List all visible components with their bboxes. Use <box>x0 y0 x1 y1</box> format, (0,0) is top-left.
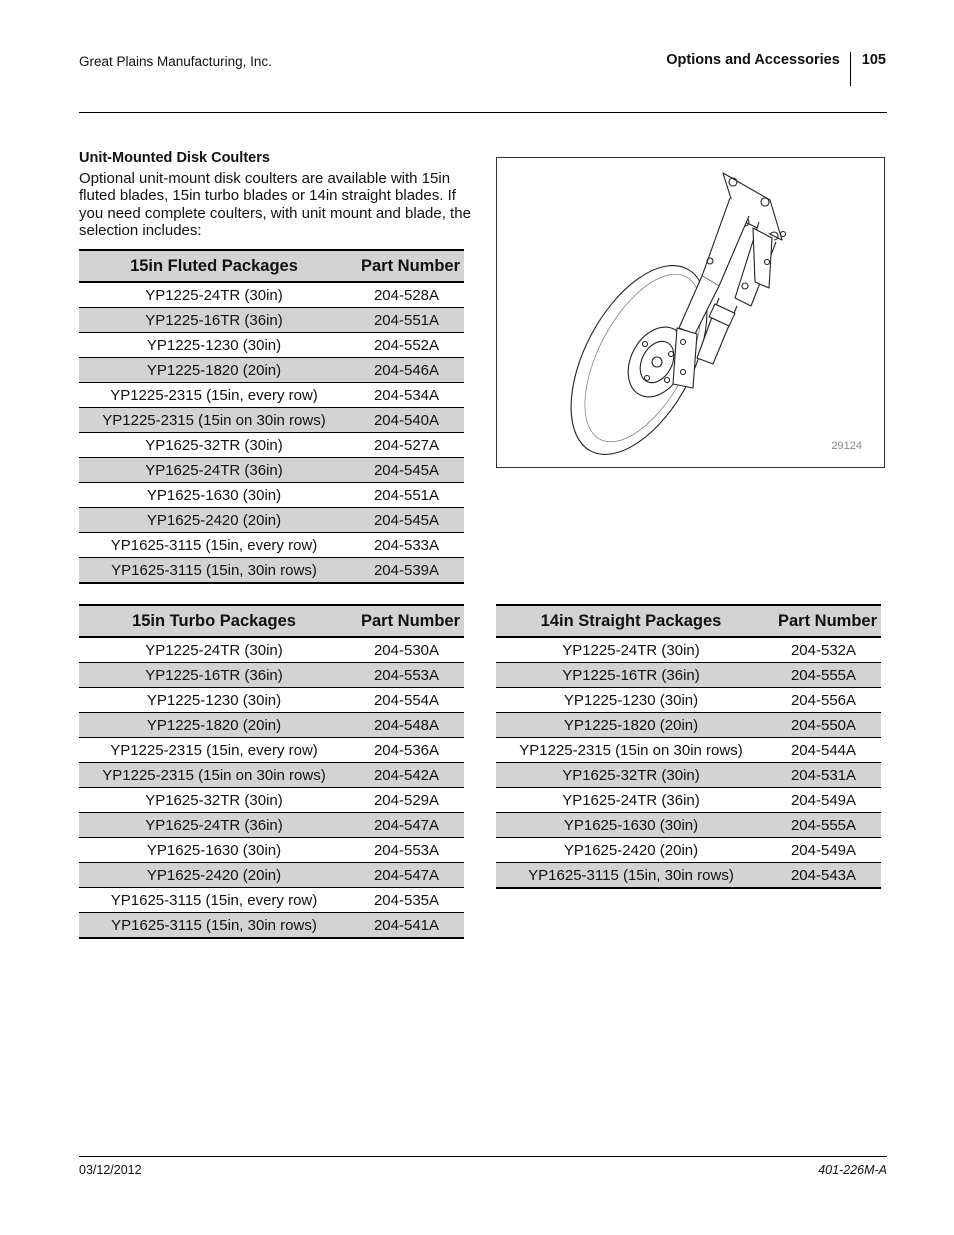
table-row <box>79 763 464 788</box>
part-number-cell: 204-528A <box>349 282 464 308</box>
table-row <box>79 282 464 308</box>
package-name-cell: YP1625-2420 (20in) <box>79 508 349 533</box>
part-number-cell: 204-551A <box>349 308 464 333</box>
package-name-cell: YP1625-1630 (30in) <box>79 483 349 508</box>
package-name-cell: YP1625-3115 (15in, 30in rows) <box>79 913 349 939</box>
package-name-cell: YP1225-16TR (36in) <box>79 663 349 688</box>
package-name-cell: YP1625-32TR (30in) <box>79 433 349 458</box>
package-name-cell: YP1225-2315 (15in, every row) <box>79 383 349 408</box>
part-number-cell: 204-539A <box>349 558 464 584</box>
footer-date: 03/12/2012 <box>79 1163 142 1177</box>
table-row <box>79 738 464 763</box>
table-row <box>79 333 464 358</box>
package-name-cell: YP1225-24TR (30in) <box>79 637 349 663</box>
table-row <box>79 888 464 913</box>
table-row <box>79 383 464 408</box>
footer-rule <box>79 1156 887 1157</box>
fluted-packages-table <box>79 249 464 584</box>
package-name-cell: YP1225-24TR (30in) <box>79 282 349 308</box>
straight-packages-table <box>496 604 881 889</box>
hub-bracket <box>673 328 697 388</box>
package-name-cell: YP1625-24TR (36in) <box>79 813 349 838</box>
table-row <box>496 713 881 738</box>
column-header-part-number: Part Number <box>349 605 464 637</box>
part-number-cell: 204-544A <box>766 738 881 763</box>
package-name-cell: YP1625-3115 (15in, 30in rows) <box>496 863 766 889</box>
part-number-cell: 204-556A <box>766 688 881 713</box>
package-name-cell: YP1625-32TR (30in) <box>79 788 349 813</box>
part-number-cell: 204-553A <box>349 838 464 863</box>
package-name-cell: YP1225-2315 (15in on 30in rows) <box>496 738 766 763</box>
table-row <box>79 637 464 663</box>
table-row <box>496 863 881 889</box>
part-number-cell: 204-553A <box>349 663 464 688</box>
table-row <box>79 533 464 558</box>
package-name-cell: YP1625-2420 (20in) <box>79 863 349 888</box>
intro-paragraph: Optional unit-mount disk coulters are available with 15in fluted blades, 15in turbo blades or 14in straight blades. If you need complete coulters, with unit mount and blade, the selection includes: <box>79 170 471 239</box>
table-row <box>496 813 881 838</box>
part-number-cell: 204-555A <box>766 813 881 838</box>
column-header-package: 15in Fluted Packages <box>79 250 349 282</box>
package-name-cell: YP1225-2315 (15in on 30in rows) <box>79 408 349 433</box>
package-name-cell: YP1625-1630 (30in) <box>496 813 766 838</box>
table-row <box>79 408 464 433</box>
table-row <box>79 688 464 713</box>
table-header-row <box>496 605 881 637</box>
part-number-cell: 204-533A <box>349 533 464 558</box>
package-name-cell: YP1225-16TR (36in) <box>79 308 349 333</box>
part-number-cell: 204-548A <box>349 713 464 738</box>
part-number-cell: 204-534A <box>349 383 464 408</box>
table-row <box>79 838 464 863</box>
table-row <box>79 483 464 508</box>
part-number-cell: 204-552A <box>349 333 464 358</box>
column-header-part-number: Part Number <box>766 605 881 637</box>
page-number: 105 <box>861 52 886 68</box>
package-name-cell: YP1625-24TR (36in) <box>496 788 766 813</box>
package-name-cell: YP1225-1230 (30in) <box>79 333 349 358</box>
package-name-cell: YP1225-1230 (30in) <box>496 688 766 713</box>
table-header-row <box>79 250 464 282</box>
package-name-cell: YP1625-3115 (15in, every row) <box>79 888 349 913</box>
table-row <box>79 558 464 584</box>
turbo-packages-table <box>79 604 464 939</box>
package-name-cell: YP1225-1230 (30in) <box>79 688 349 713</box>
part-number-cell: 204-550A <box>766 713 881 738</box>
table-row <box>496 688 881 713</box>
table-row <box>79 458 464 483</box>
package-name-cell: YP1225-2315 (15in on 30in rows) <box>79 763 349 788</box>
part-number-cell: 204-545A <box>349 508 464 533</box>
section-title: Unit-Mounted Disk Coulters <box>79 150 270 166</box>
table-row <box>79 358 464 383</box>
part-number-cell: 204-532A <box>766 637 881 663</box>
coulter-illustration <box>497 158 884 467</box>
part-number-cell: 204-545A <box>349 458 464 483</box>
package-name-cell: YP1225-1820 (20in) <box>496 713 766 738</box>
package-name-cell: YP1225-2315 (15in, every row) <box>79 738 349 763</box>
table-row <box>496 637 881 663</box>
table-header-row <box>79 605 464 637</box>
table-row <box>79 308 464 333</box>
package-name-cell: YP1625-1630 (30in) <box>79 838 349 863</box>
part-number-cell: 204-549A <box>766 788 881 813</box>
header-rule <box>79 112 887 113</box>
part-number-cell: 204-547A <box>349 813 464 838</box>
header-separator <box>850 52 851 86</box>
part-number-cell: 204-535A <box>349 888 464 913</box>
header-right <box>666 52 886 86</box>
part-number-cell: 204-531A <box>766 763 881 788</box>
part-number-cell: 204-529A <box>349 788 464 813</box>
table-row <box>496 838 881 863</box>
package-name-cell: YP1625-3115 (15in, every row) <box>79 533 349 558</box>
table-row <box>496 763 881 788</box>
column-header-part-number: Part Number <box>349 250 464 282</box>
table-row <box>79 863 464 888</box>
part-number-cell: 204-551A <box>349 483 464 508</box>
upper-arm <box>702 198 749 286</box>
table-row <box>79 663 464 688</box>
part-number-cell: 204-527A <box>349 433 464 458</box>
spring-housing <box>753 228 772 288</box>
table-row <box>79 788 464 813</box>
part-number-cell: 204-536A <box>349 738 464 763</box>
part-number-cell: 204-554A <box>349 688 464 713</box>
part-number-cell: 204-540A <box>349 408 464 433</box>
package-name-cell: YP1225-16TR (36in) <box>496 663 766 688</box>
package-name-cell: YP1225-24TR (30in) <box>496 637 766 663</box>
table-row <box>79 913 464 939</box>
package-name-cell: YP1625-3115 (15in, 30in rows) <box>79 558 349 584</box>
footer-doc-number: 401-226M-A <box>818 1163 887 1177</box>
part-number-cell: 204-555A <box>766 663 881 688</box>
part-number-cell: 204-541A <box>349 913 464 939</box>
part-number-cell: 204-530A <box>349 637 464 663</box>
table-row <box>79 813 464 838</box>
table-row <box>79 433 464 458</box>
package-name-cell: YP1225-1820 (20in) <box>79 713 349 738</box>
table-row <box>496 663 881 688</box>
package-name-cell: YP1625-2420 (20in) <box>496 838 766 863</box>
table-row <box>79 508 464 533</box>
header-section-title: Options and Accessories <box>666 52 840 68</box>
table-row <box>496 788 881 813</box>
table-row <box>79 713 464 738</box>
coulter-figure <box>496 157 885 468</box>
part-number-cell: 204-546A <box>349 358 464 383</box>
table-row <box>496 738 881 763</box>
package-name-cell: YP1225-1820 (20in) <box>79 358 349 383</box>
header-company: Great Plains Manufacturing, Inc. <box>79 54 272 69</box>
part-number-cell: 204-543A <box>766 863 881 889</box>
package-name-cell: YP1625-32TR (30in) <box>496 763 766 788</box>
package-name-cell: YP1625-24TR (36in) <box>79 458 349 483</box>
part-number-cell: 204-547A <box>349 863 464 888</box>
part-number-cell: 204-542A <box>349 763 464 788</box>
part-number-cell: 204-549A <box>766 838 881 863</box>
figure-number: 29124 <box>831 440 862 452</box>
column-header-package: 15in Turbo Packages <box>79 605 349 637</box>
column-header-package: 14in Straight Packages <box>496 605 766 637</box>
